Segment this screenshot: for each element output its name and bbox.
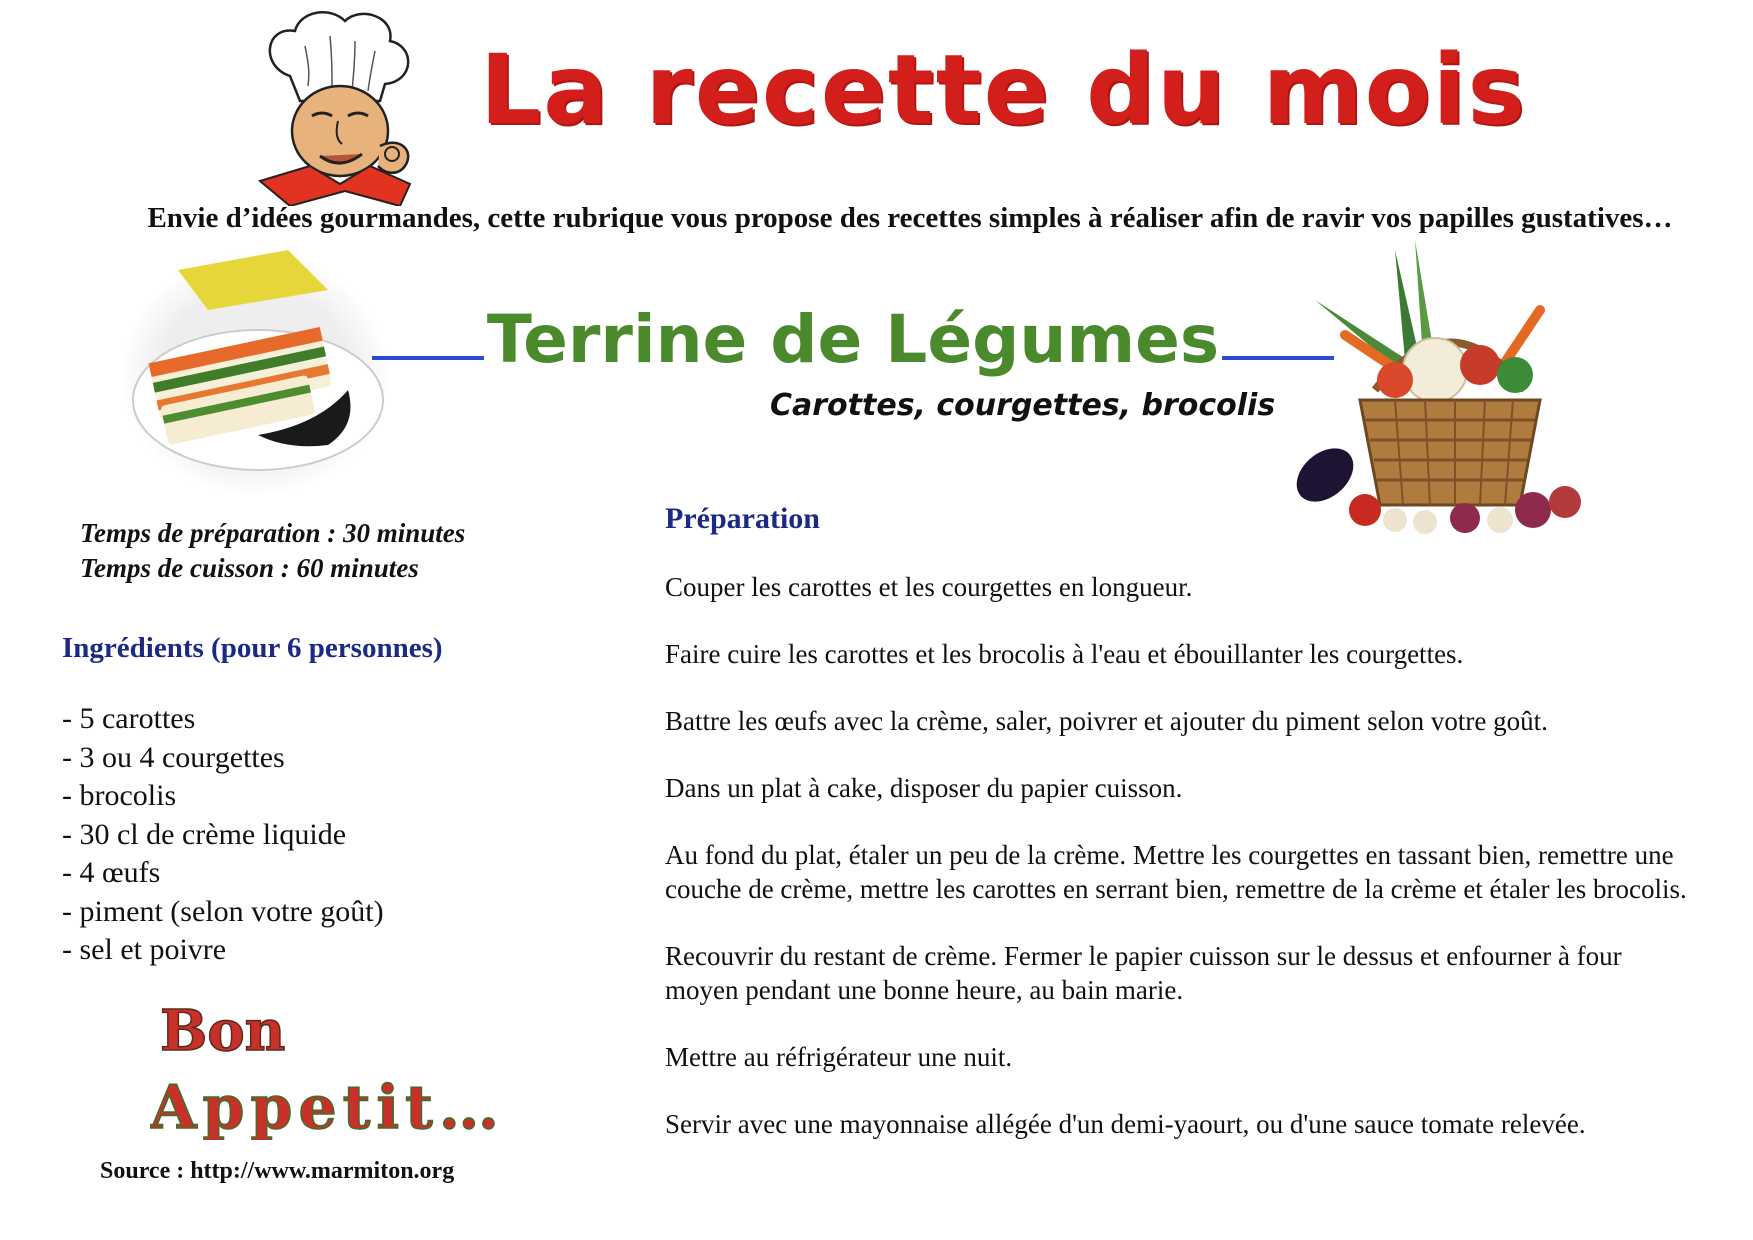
intro-text: Envie d’idées gourmandes, cette rubrique vous propose des recettes simples à réaliser afin de ravir vos papilles gustatives…: [147, 202, 1673, 234]
vegetable-basket-photo: [1285, 240, 1615, 565]
page-title: La recette du mois: [480, 34, 1527, 146]
preparation-step: Recouvrir du restant de crème. Fermer le papier cuisson sur le dessus et enfourner à four moyen pendant une bonne heure, au bain marie.: [665, 941, 1622, 1005]
bon-appetit-logo: [150, 990, 530, 1140]
ingredients-heading: Ingrédients (pour 6 personnes): [62, 632, 443, 664]
recipe-title: Terrine de Légumes: [486, 301, 1220, 378]
bon-appetit-line1: Bon: [160, 998, 286, 1064]
preparation-step: Mettre au réfrigérateur une nuit.: [665, 1042, 1013, 1072]
ingredient-item: - 30 cl de crème liquide: [62, 817, 347, 851]
ingredient-item: - 5 carottes: [62, 702, 196, 735]
preparation-step: Faire cuire les carottes et les brocolis à l'eau et ébouillanter les courgettes.: [665, 639, 1464, 669]
timing-info: [80, 516, 550, 586]
prep-time: Temps de préparation : 30 minutes: [80, 518, 466, 548]
ingredient-item: - brocolis: [62, 779, 177, 812]
preparation-step: Couper les carottes et les courgettes en longueur.: [665, 572, 1193, 602]
chef-illustration: [250, 6, 425, 206]
preparation-step: Battre les œufs avec la crème, saler, poivrer et ajouter du piment selon votre goût.: [665, 706, 1548, 736]
bon-appetit-line2: Appetit…: [150, 1073, 505, 1140]
cook-time: Temps de cuisson : 60 minutes: [80, 553, 419, 583]
preparation-step: Servir avec une mayonnaise allégée d'un demi-yaourt, ou d'une sauce tomate relevée.: [665, 1109, 1586, 1139]
recipe-subtitle: Carottes, courgettes, brocolis: [770, 388, 1276, 423]
ingredient-item: - piment (selon votre goût): [62, 894, 384, 928]
title-rule-left: [372, 356, 484, 360]
ingredients-list: [62, 700, 384, 970]
preparation-steps: [665, 570, 1695, 1174]
terrine-plate-photo: [118, 250, 393, 500]
ingredient-item: - sel et poivre: [62, 933, 227, 966]
preparation-step: Dans un plat à cake, disposer du papier cuisson.: [665, 773, 1183, 803]
ingredient-item: - 4 œufs: [62, 856, 161, 889]
ingredient-item: - 3 ou 4 courgettes: [62, 740, 285, 774]
source-credit: Source : http://www.marmiton.org: [100, 1158, 455, 1184]
preparation-heading: Préparation: [665, 502, 820, 535]
preparation-step: Au fond du plat, étaler un peu de la crème. Mettre les courgettes en tassant bien, remettre une couche de crème, mettre les carottes en serrant bien, remettre de la crème et étaler les brocolis.: [665, 840, 1687, 904]
